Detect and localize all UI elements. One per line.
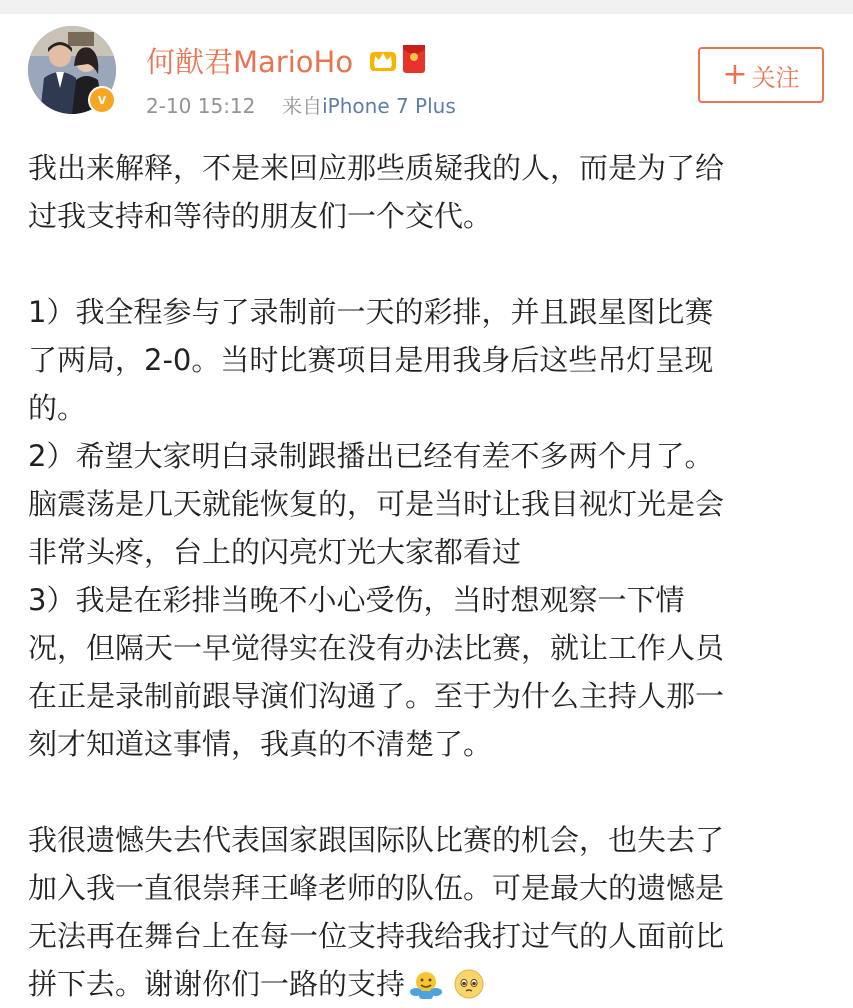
text-line: 的。	[28, 391, 87, 425]
text-line: 过我支持和等待的朋友们一个交代。	[28, 199, 493, 233]
source-device-link[interactable]: iPhone 7 Plus	[322, 94, 456, 118]
text-line: 我出来解释，不是来回应那些质疑我的人，而是为了给	[28, 151, 725, 185]
top-status-strip	[0, 0, 853, 14]
text-line: 况，但隔天一早觉得实在没有办法比赛，就让工作人员	[28, 631, 725, 665]
text-line: 3）我是在彩排当晚不小心受伤，当时想观察一下情	[28, 583, 685, 617]
follow-button[interactable]	[698, 47, 824, 103]
text-line: 了两局，2-0。当时比赛项目是用我身后这些吊灯呈现	[28, 343, 714, 377]
plus-icon: +	[722, 57, 748, 92]
source-prefix: 来自	[282, 94, 323, 118]
paragraph-points	[28, 288, 833, 768]
verified-v-icon: v	[88, 86, 116, 114]
paragraph-intro	[28, 144, 833, 240]
text-line: 1）我全程参与了录制前一天的彩排，并且跟星图比赛	[28, 295, 714, 329]
paragraph-closing	[28, 816, 833, 1008]
pleading-face-emoji-icon	[453, 968, 485, 1000]
text-line: 我很遗憾失去代表国家跟国际队比赛的机会，也失去了	[28, 823, 725, 857]
crown-badge-icon	[369, 46, 397, 72]
text-line-last	[28, 960, 833, 1008]
text-line: 无法再在舞台上在每一位支持我给我打过气的人面前比	[28, 919, 725, 953]
hug-emoji-icon	[409, 970, 443, 1000]
red-envelope-icon	[403, 45, 425, 73]
username[interactable]: 何猷君MarioHo	[146, 45, 354, 79]
text-line: 刻才知道这事情，我真的不清楚了。	[28, 727, 493, 761]
post-body	[28, 144, 833, 1008]
text-line: 非常头疼，台上的闪亮灯光大家都看过	[28, 535, 522, 569]
text-line: 脑震荡是几天就能恢复的，可是当时让我目视灯光是会	[28, 487, 725, 521]
text-line: 2）希望大家明白录制跟播出已经有差不多两个月了。	[28, 439, 714, 473]
text-line: 在正是录制前跟导演们沟通了。至于为什么主持人那一	[28, 679, 725, 713]
post-meta	[146, 90, 456, 119]
post-timestamp: 2-10 15:12	[146, 94, 256, 118]
text-line-final: 拼下去。谢谢你们一路的支持	[28, 967, 406, 1001]
follow-label: 关注	[751, 63, 800, 92]
text-line: 加入我一直很崇拜王峰老师的队伍。可是最大的遗憾是	[28, 871, 725, 905]
post-header	[0, 14, 853, 134]
